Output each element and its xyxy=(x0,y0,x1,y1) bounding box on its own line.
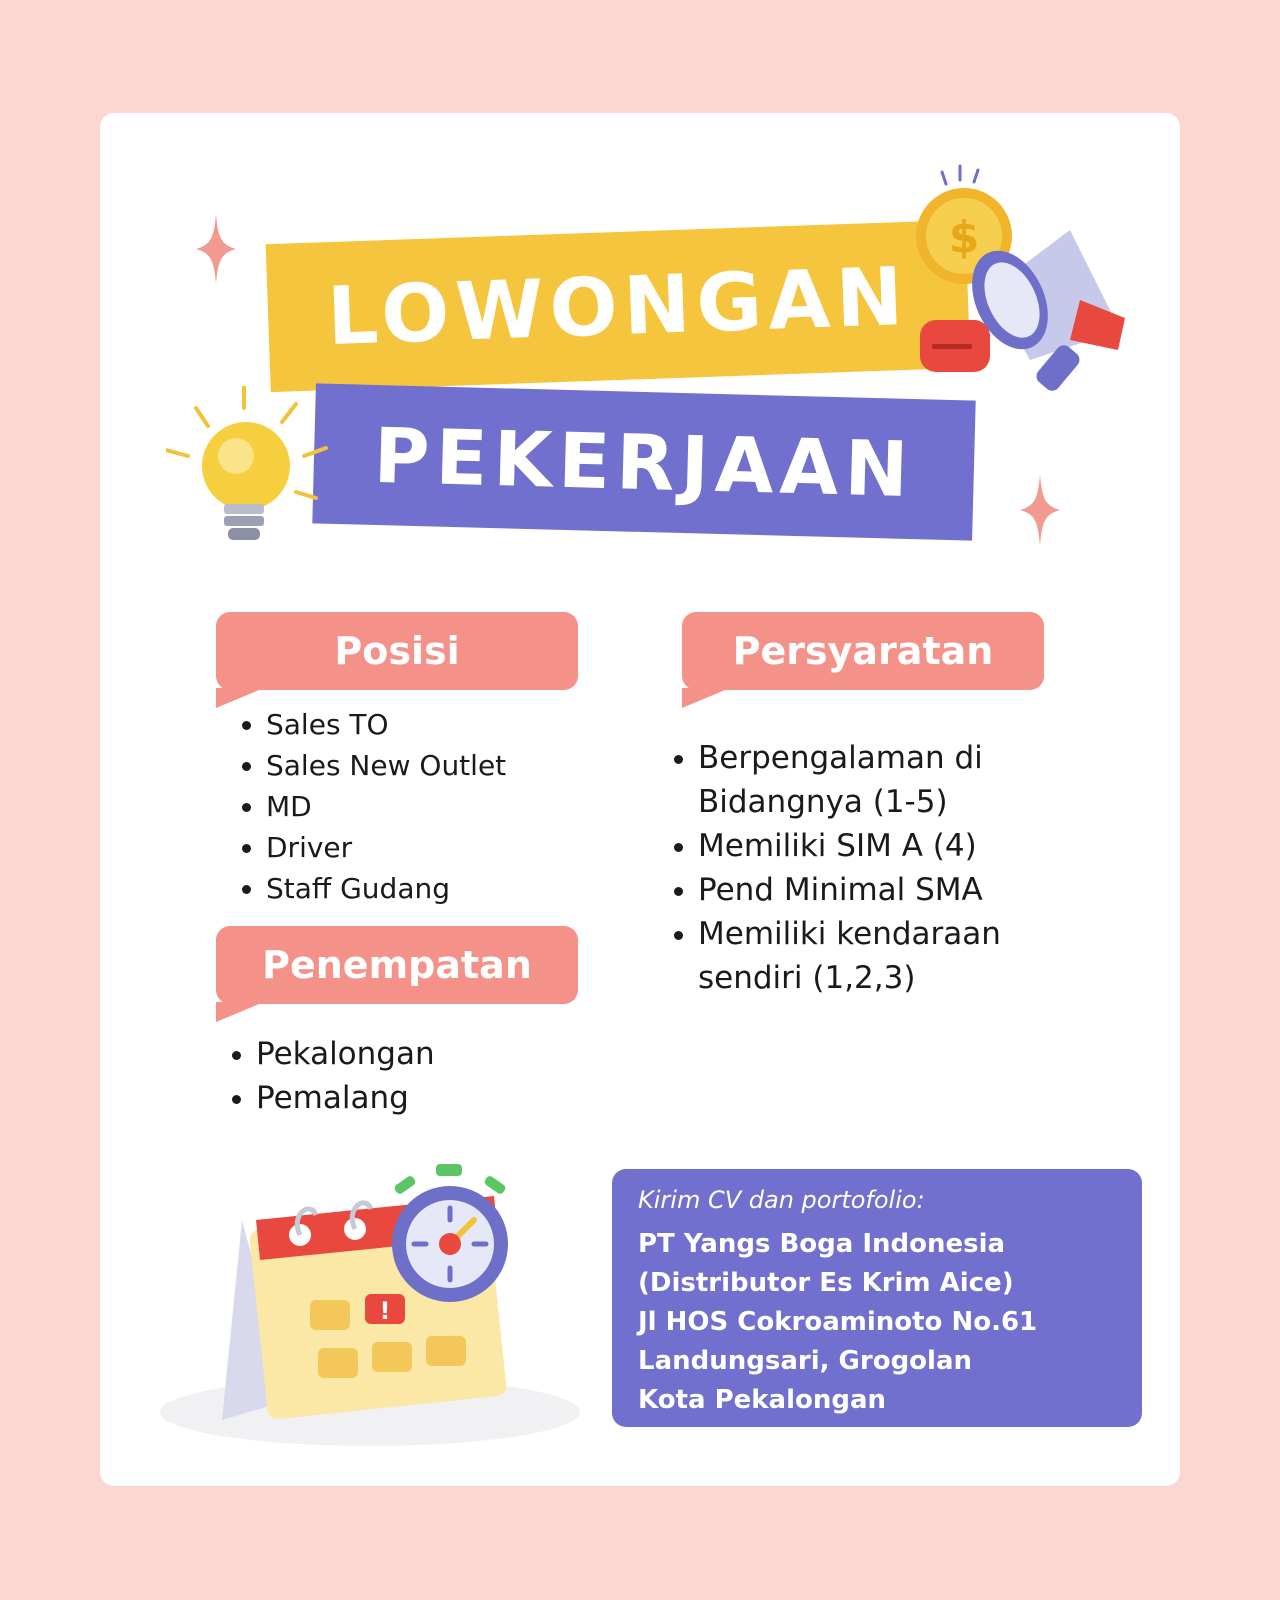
posisi-list xyxy=(240,704,506,909)
svg-text:$: $ xyxy=(948,212,980,263)
list-item: Berpengalaman di Bidangnya (1-5) xyxy=(672,736,1052,824)
list-item: Pend Minimal SMA xyxy=(672,868,1052,912)
contact-line: (Distributor Es Krim Aice) xyxy=(638,1268,1014,1298)
sparkle-icon xyxy=(196,214,236,284)
contact-box xyxy=(612,1169,1142,1427)
persyaratan-list xyxy=(672,736,1052,1000)
contact-line: PT Yangs Boga Indonesia xyxy=(638,1229,1006,1259)
contact-line: Landungsari, Grogolan xyxy=(638,1346,973,1376)
stopwatch-icon xyxy=(390,1164,520,1304)
title-line-1: LOWONGAN xyxy=(325,249,911,363)
penempatan-heading: Penempatan xyxy=(262,943,532,987)
light-bulb-icon xyxy=(166,386,336,556)
svg-text:!: ! xyxy=(379,1297,391,1325)
megaphone-icon xyxy=(920,220,1150,400)
list-item: Memiliki SIM A (4) xyxy=(672,824,1052,868)
persyaratan-heading: Persyaratan xyxy=(732,629,994,673)
penempatan-list xyxy=(230,1032,435,1120)
title-banner-yellow xyxy=(266,220,971,392)
contact-intro: Kirim CV dan portofolio: xyxy=(638,1186,925,1214)
posisi-heading-bubble xyxy=(216,612,578,690)
list-item: Pemalang xyxy=(230,1076,435,1120)
sparkle-icon xyxy=(1020,474,1060,546)
penempatan-heading-bubble xyxy=(216,926,578,1004)
persyaratan-heading-bubble xyxy=(682,612,1044,690)
calendar-icon xyxy=(150,1160,600,1460)
list-item: Driver xyxy=(240,827,506,868)
posisi-heading: Posisi xyxy=(334,629,460,673)
title-banner-purple xyxy=(312,383,975,540)
list-item: Sales New Outlet xyxy=(240,745,506,786)
list-item: Sales TO xyxy=(240,704,506,745)
contact-line: Jl HOS Cokroaminoto No.61 xyxy=(638,1307,1038,1337)
list-item: Staff Gudang xyxy=(240,868,506,909)
list-item: Memiliki kendaraan sendiri (1,2,3) xyxy=(672,912,1052,1000)
title-line-2: PEKERJAAN xyxy=(372,410,916,514)
contact-line: Kota Pekalongan xyxy=(638,1385,887,1415)
list-item: MD xyxy=(240,786,506,827)
list-item: Pekalongan xyxy=(230,1032,435,1076)
